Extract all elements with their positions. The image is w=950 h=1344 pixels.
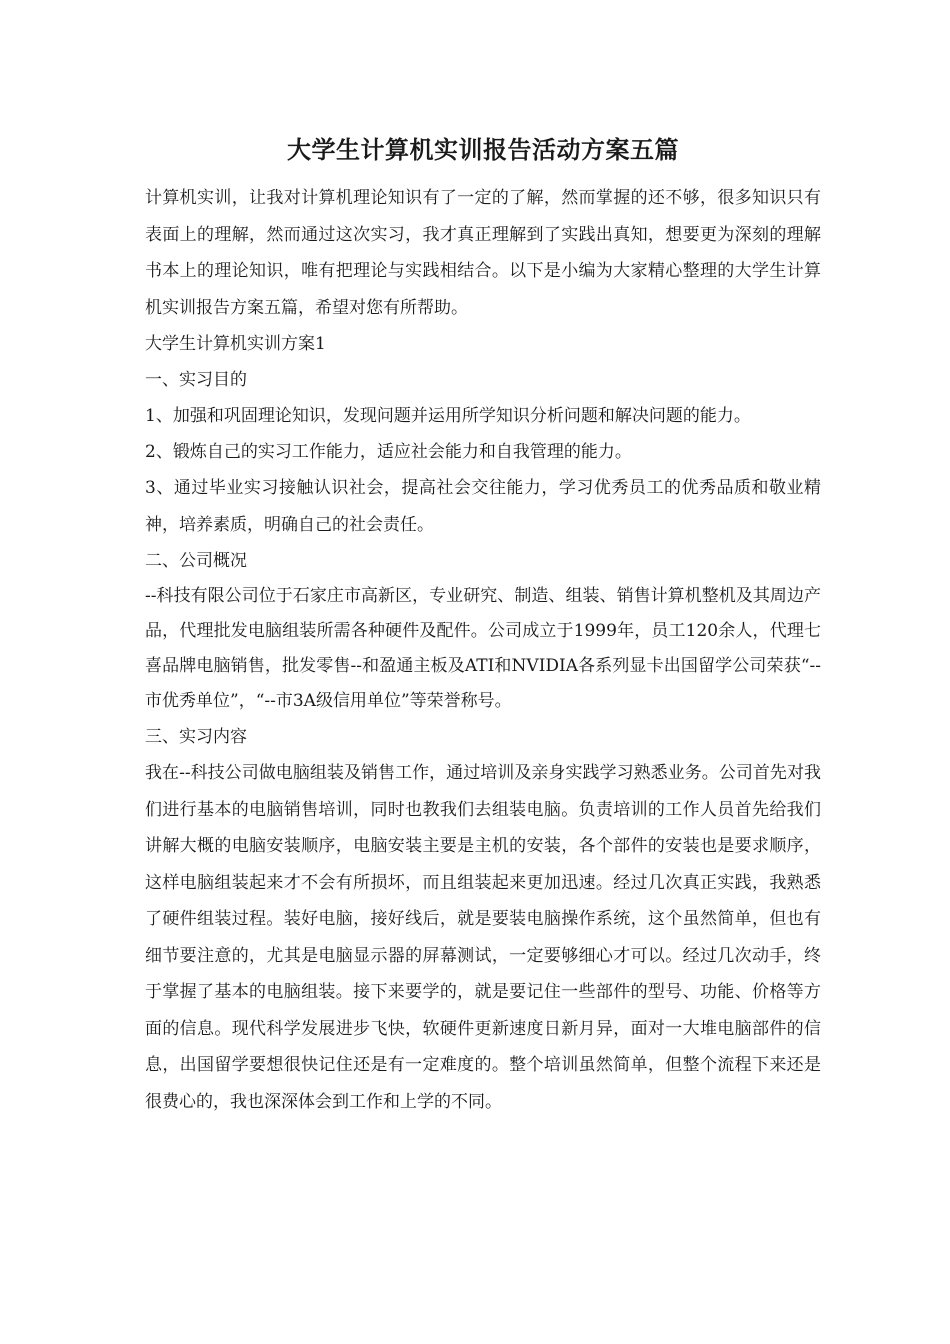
company-paragraph: --科技有限公司位于石家庄市高新区，专业研究、制造、组装、销售计算机整机及其周边产品，代理批发电脑组装所需各种硬件及配件。公司成立于1999年，员工120余人，代理七喜品牌电脑销售，批发零售--和盈通主板及ATI和NVIDIA各系列显卡出国留学公司荣获“--市优秀单位”，“--市3A级信用单位”等荣誉称号。 (145, 586, 821, 711)
purpose-item-1: 1、加强和巩固理论知识，发现问题并运用所学知识分析问题和解决问题的能力。 (145, 406, 751, 426)
section-heading-company: 二、公司概况 (145, 551, 247, 571)
section-heading-purpose: 一、实习目的 (145, 370, 247, 390)
document-title: 大学生计算机实训报告活动方案五篇 (287, 135, 679, 164)
section-subtitle: 大学生计算机实训方案1 (145, 334, 326, 354)
document-page (145, 128, 821, 1120)
intro-paragraph: 计算机实训，让我对计算机理论知识有了一定的了解，然而掌握的还不够，很多知识只有表面上的理解，然而通过这次实习，我才真正理解到了实践出真知，想要更为深刻的理解书本上的理论知识，唯有把理论与实践相结合。以下是小编为大家精心整理的大学生计算机实训报告方案五篇，希望对您有所帮助。 (145, 188, 821, 318)
section-heading-content: 三、实习内容 (145, 727, 247, 747)
purpose-item-2: 2、锻炼自己的实习工作能力，适应社会能力和自我管理的能力。 (145, 442, 632, 462)
purpose-item-3: 3、通过毕业实习接触认识社会，提高社会交往能力，学习优秀员工的优秀品质和敬业精神，培养素质，明确自己的社会责任。 (145, 478, 821, 535)
content-paragraph: 我在--科技公司做电脑组装及销售工作，通过培训及亲身实践学习熟悉业务。公司首先对我们进行基本的电脑销售培训，同时也教我们去组装电脑。负责培训的工作人员首先给我们讲解大概的电脑安装顺序，电脑安装主要是主机的安装，各个部件的安装也是要求顺序，这样电脑组装起来才不会有所损坏，而且组装起来更加迅速。经过几次真正实践，我熟悉了硬件组装过程。装好电脑，接好线后，就是要装电脑操作系统，这个虽然简单，但也有细节要注意的，尤其是电脑显示器的屏幕测试，一定要够细心才可以。经过几次动手，终于掌握了基本的电脑组装。接下来要学的，就是要记住一些部件的型号、功能、价格等方面的信息。现代科学发展进步飞快，软硬件更新速度日新月异，面对一大堆电脑部件的信息，出国留学要想很快记住还是有一定难度的。整个培训虽然简单，但整个流程下来还是很费心的，我也深深体会到工作和上学的不同。 (145, 763, 821, 1112)
